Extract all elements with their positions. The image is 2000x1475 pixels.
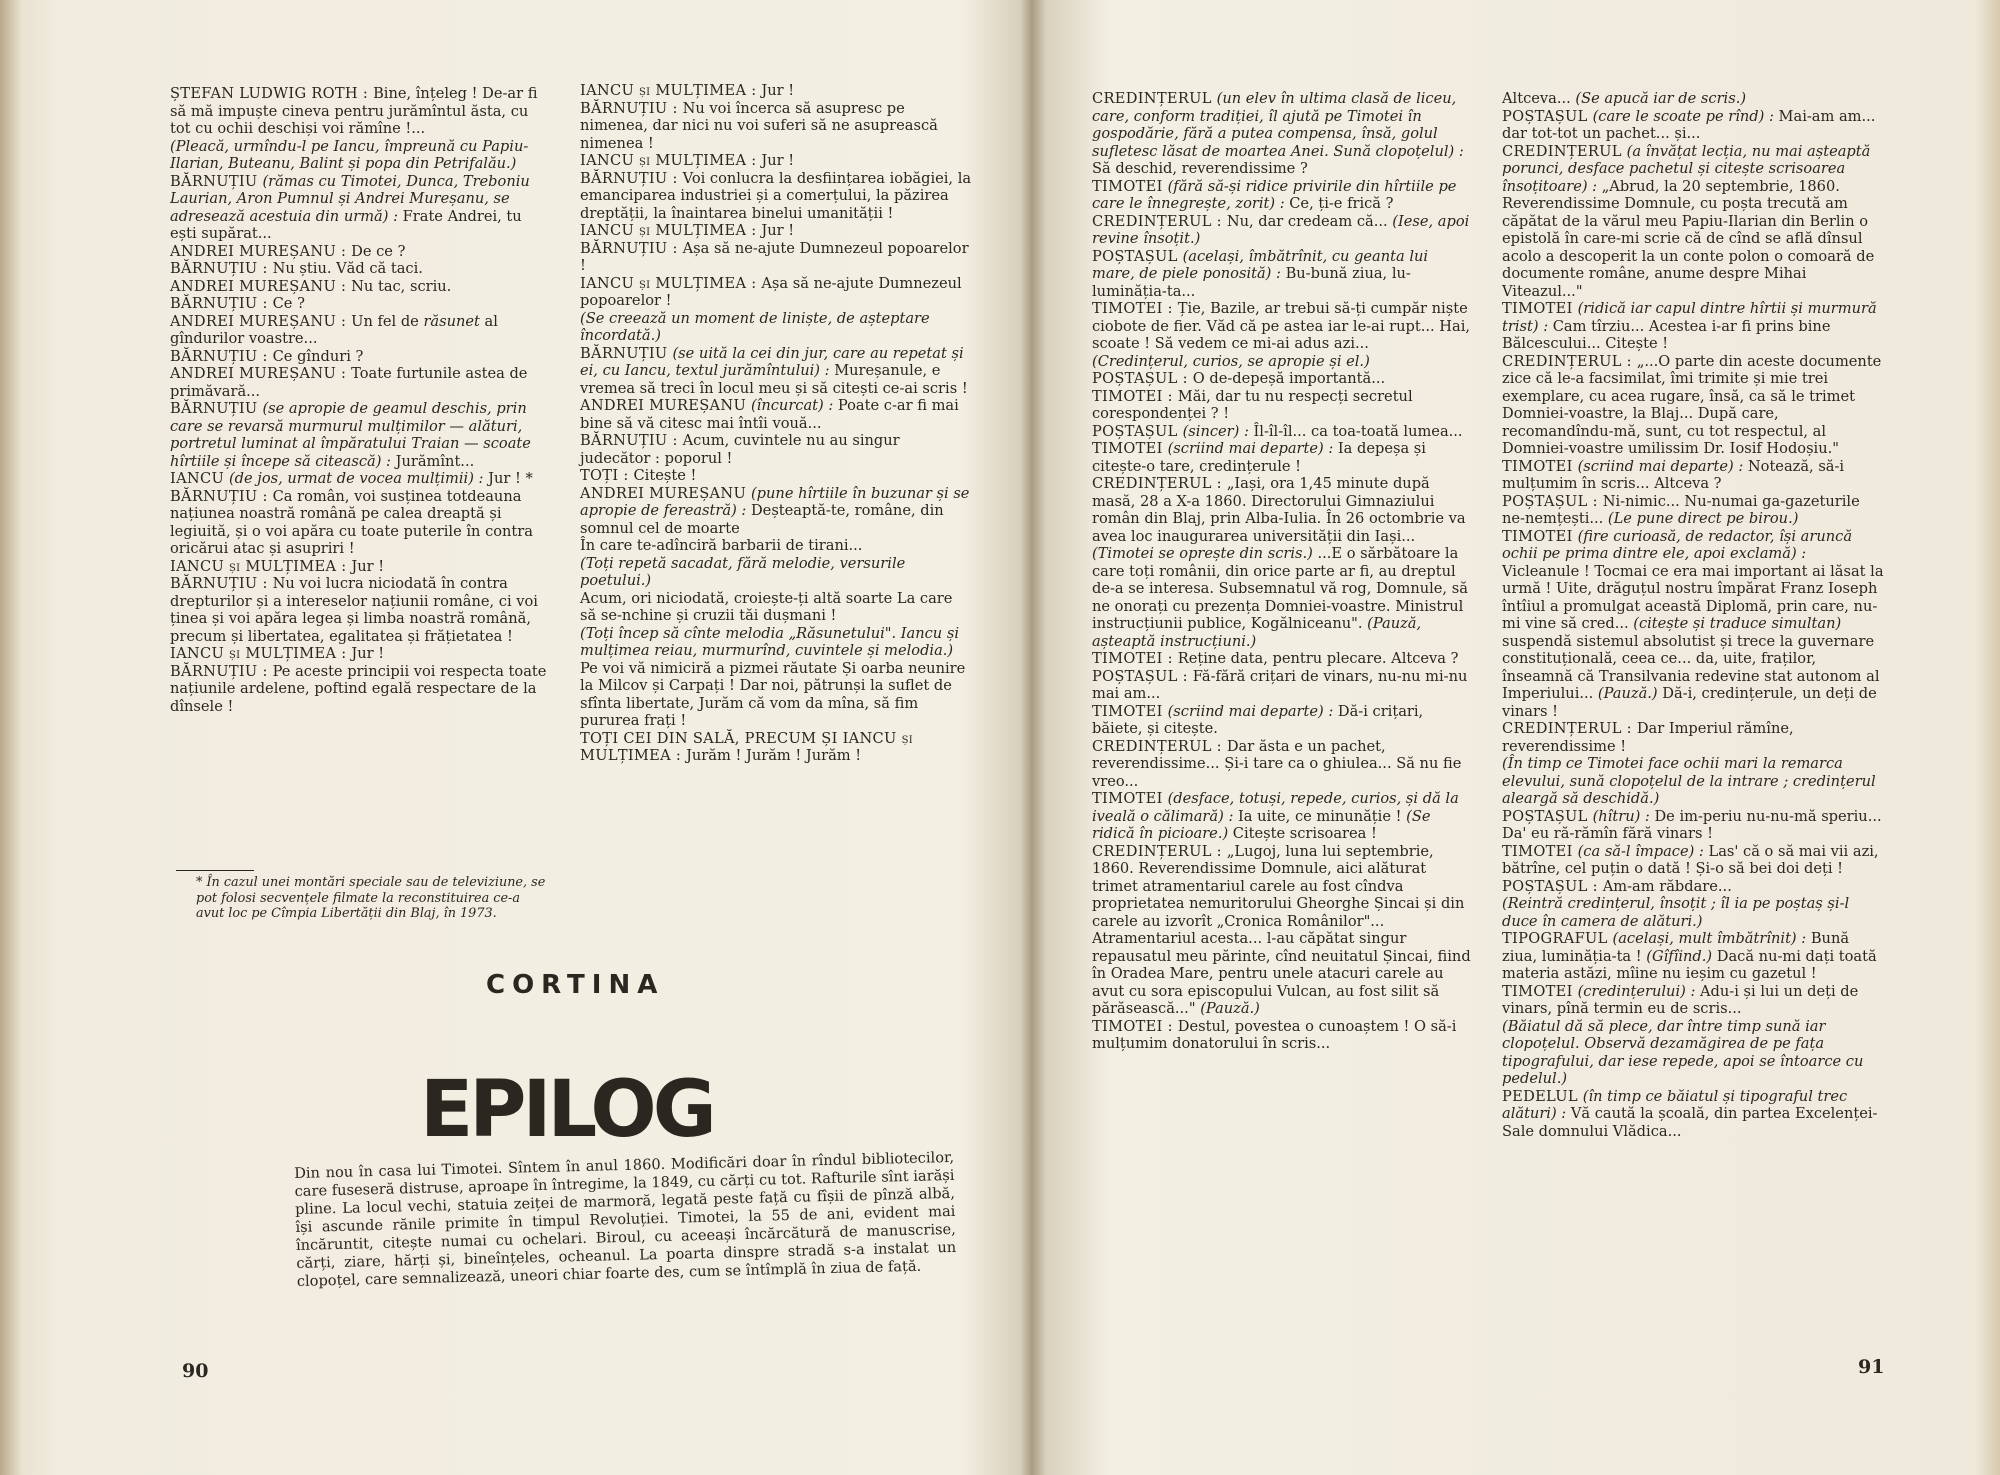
speech-text: Las' că o să mai vii azi, bătrîne, cel puțin o dată ! Și-o să bei doi deți ! <box>1502 842 1879 877</box>
stage-direction: (credințerului) : <box>1577 982 1700 1000</box>
speech-paragraph <box>580 397 972 432</box>
stage-direction: (Se ridică în picioare.) <box>1092 807 1431 842</box>
speaker-name: BĂRNUȚIU <box>170 172 263 190</box>
stage-direction: răsunet <box>423 312 480 330</box>
speech-text: Jur ! <box>761 152 795 169</box>
speech-paragraph <box>580 537 972 555</box>
speaker-name: BĂRNUȚIU <box>580 344 673 362</box>
footnote-block <box>172 862 552 922</box>
speaker-name: TIMOTEI : <box>1092 1017 1178 1035</box>
stage-direction: (Pauză.) <box>1200 1000 1260 1017</box>
speech-paragraph <box>170 400 552 470</box>
speech-text: Ce, ți-e frică ? <box>1289 195 1394 212</box>
speech-paragraph <box>1092 353 1474 371</box>
speaker-name: TOȚI : <box>580 467 634 484</box>
speech-paragraph <box>1502 108 1886 143</box>
speech-paragraph <box>1502 493 1886 528</box>
speech-paragraph <box>1092 90 1474 178</box>
speech-text: Ce gînduri ? <box>272 347 364 365</box>
speaker-name: TIPOGRAFUL <box>1502 930 1613 947</box>
speech-paragraph <box>580 222 972 240</box>
speech-text: Ia uite, ce minunăție ! <box>1238 807 1407 825</box>
speech-paragraph <box>170 365 552 400</box>
speech-paragraph <box>170 663 552 716</box>
stage-direction: (Pleacă, urmîndu-l pe Iancu, împreună cu Papiu-Ilarian, Buteanu, Balint și popa din Petrifalău.) <box>170 137 529 172</box>
speaker-name: IANCU și MULȚIMEA : <box>580 152 762 169</box>
speech-text: Poate c-ar fi mai bine să vă citesc mai întîi vouă... <box>580 397 959 432</box>
speech-text: Citește scrisoarea ! <box>1228 825 1377 842</box>
speech-text: Așa să ne-ajute Dumnezeul popoarelor ! <box>580 274 962 309</box>
speech-text: ...E o sărbătoare la care toți românii, din orice parte ar fi, au dreptul de-a se interesa. Subsemnatul vă rog, Domnule, să ne onorați cu prezența Domniei-voastre. Ministrul instrucțiunii publice, Kogălniceanu". <box>1092 545 1468 632</box>
speech-text: Ni-nimic... Nu-numai ga-gazeturile ne-nemțești... <box>1502 492 1860 527</box>
speech-paragraph <box>170 85 552 138</box>
speech-text: Jurămînt... <box>395 452 475 470</box>
speech-paragraph <box>580 485 972 538</box>
speaker-name: TOȚI CEI DIN SALĂ, PRECUM ȘI IANCU și MULȚIMEA : <box>580 729 913 764</box>
speech-text: Jur ! <box>761 82 795 99</box>
speech-paragraph <box>1092 178 1474 213</box>
speech-paragraph <box>1502 1018 1886 1088</box>
speech-paragraph <box>580 660 972 730</box>
speech-paragraph <box>1092 370 1474 388</box>
page-number-right: 91 <box>1858 1356 1885 1378</box>
speech-paragraph <box>580 152 972 170</box>
stage-direction: (fără să-și ridice privirile din hîrtiile pe care le înnegrește, zorit) : <box>1092 177 1457 212</box>
speech-paragraph <box>1092 668 1474 703</box>
speech-paragraph <box>1502 720 1886 755</box>
speaker-name: TIMOTEI <box>1502 300 1578 317</box>
speaker-name: CREDINȚERUL <box>1092 90 1217 107</box>
speech-text: Jur ! <box>351 645 385 662</box>
stage-direction: (sincer) : <box>1182 422 1254 440</box>
speech-text: Îl-îl-îl... ca toa-toată lumea... <box>1253 422 1463 440</box>
speech-paragraph <box>1502 983 1886 1018</box>
speech-text: Măi, dar tu nu respecți secretul corespondenței ? ! <box>1092 387 1413 422</box>
speech-text: Toate furtunile astea de primăvară... <box>170 365 528 400</box>
speech-text: Vicleanule ! Tocmai ce era mai important ai lăsat la urmă ! Uite, drăguțul nostru împărat Franz Ioseph întîiul a promulgat această Diplomă, prin care, nu-mi vine să cred... <box>1502 562 1884 632</box>
speech-text: Reține data, pentru plecare. Altceva ? <box>1177 650 1459 667</box>
stage-direction: (care le scoate pe rînd) : <box>1592 107 1779 125</box>
speech-paragraph <box>580 345 972 398</box>
stage-direction: (desface, totuși, repede, curios, și dă la iveală o călimară) : <box>1092 790 1459 825</box>
speech-paragraph <box>170 575 552 645</box>
speech-text: Ca român, voi susținea totdeauna națiunea noastră română pe calea dreaptă și legiuită, și o voi apăra cu toate puterile în contra oricărui atac și asupriri ! <box>170 487 533 557</box>
speech-text: Notează, să-i mulțumim în scris... Altceva ? <box>1502 457 1845 492</box>
speaker-name: TIMOTEI : <box>1092 387 1178 405</box>
speaker-name: BĂRNUȚIU : <box>170 575 273 592</box>
stage-direction: (Toți încep să cînte melodia „Răsunetului". Iancu și mulțimea reiau, murmurînd, cuvintele și melodia.) <box>580 624 959 659</box>
speech-paragraph <box>170 173 552 243</box>
speaker-name: POȘTAȘUL <box>1092 422 1183 440</box>
speech-paragraph <box>1092 300 1474 353</box>
epilog-intro: Din nou în casa lui Timotei. Sîntem în anul 1860. Modificări doar în rîndul bibliotecilor, care fuseseră distruse, aproape în întregime, la 1849, cu cărți cu tot. Rafturile sînt iarăși pline. La locul vechi, statuia zeiței de marmoră, legată peste față cu fîșii de pînză albă, își ascunde rănile primite în timpul Revoluției. Timotei, la 55 de ani, evident mai încăruntit, citește numai cu ochelari. Biroul, cu aceeași încărcătură de manuscrise, cărți, ziare, hărți și, bineînțeles, ocheanul. La poarta dinspre stradă s-a instalat un clopoțel, care semnalizează, uneori chiar foarte des, cum se întîmplă în ziua de față. <box>294 1148 957 1290</box>
speech-paragraph <box>1502 843 1886 878</box>
speaker-name: BĂRNUȚIU : <box>580 239 683 257</box>
speech-paragraph <box>1502 808 1886 843</box>
speech-text: Ție, Bazile, ar trebui să-ți cumpăr niște ciobote de fier. Văd că pe astea iar le-ai rupt... Hai, scoate ! Să vedem ce mi-ai adus azi... <box>1092 300 1471 352</box>
speech-paragraph <box>1502 143 1886 301</box>
speech-text: Dă-i crițari, băiete, și citește. <box>1092 702 1424 737</box>
speech-paragraph <box>1502 353 1886 458</box>
speaker-name: TIMOTEI <box>1502 457 1578 475</box>
speech-text: Ia depeșa și citește-o tare, credințerule ! <box>1092 440 1426 475</box>
stage-direction: (Pauză.) <box>1597 685 1658 702</box>
speech-text: Pe aceste principii voi respecta toate națiunile ardelene, poftind egală respectare de la dînsele ! <box>170 662 547 715</box>
speech-text: Bine, înțeleg ! De-ar fi să mă impuște cineva pentru jurămîntul ăsta, cu tot cu ochii deschiși voi rămîne !... <box>170 85 538 137</box>
speech-paragraph <box>170 558 552 576</box>
speaker-name: BĂRNUȚIU : <box>170 295 273 312</box>
left-page-column-1 <box>170 85 552 715</box>
stage-direction: (pune hîrtiile în buzunar și se apropie de fereastră) : <box>580 484 970 519</box>
right-page-column-1 <box>1092 90 1474 1053</box>
speaker-name: IANCU și MULȚIMEA : <box>170 645 352 662</box>
speaker-name: ANDREI MUREȘANU : <box>170 312 352 330</box>
speaker-name: TIMOTEI : <box>1092 300 1178 317</box>
speech-text: al gîndurilor voastre... <box>170 312 498 347</box>
speech-text: Bu-bună ziua, lu-luminăția-ta... <box>1092 265 1411 300</box>
speaker-name: POȘTAȘUL : <box>1092 370 1193 387</box>
speaker-name: TIMOTEI <box>1502 527 1578 545</box>
speech-paragraph <box>1092 650 1474 668</box>
speaker-name: CREDINȚERUL : <box>1092 475 1227 492</box>
speaker-name: ANDREI MUREȘANU : <box>170 242 352 260</box>
stage-direction: (scriind mai departe) : <box>1577 457 1748 475</box>
speaker-name: PEDELUL <box>1502 1087 1583 1105</box>
cortina-heading: CORTINA <box>486 970 665 1000</box>
speech-text: suspendă sistemul absolutist și trece la guvernare constituțională, ceea ce... da, uite, fraților, înseamnă că Transilvania redevine stat autonom al Imperiului... <box>1502 632 1880 702</box>
speech-text: Deșteaptă-te, române, din somnul cel de moarte <box>580 502 944 537</box>
speaker-name: CREDINȚERUL : <box>1502 720 1637 737</box>
speaker-name: TIMOTEI <box>1092 440 1168 457</box>
speaker-name: TIMOTEI <box>1092 177 1168 195</box>
speaker-name: ȘTEFAN LUDWIG ROTH : <box>170 85 374 102</box>
speech-text: Acum, ori niciodată, croiește-ți altă soarte La care să se-nchine și cruzii tăi dușmani ! <box>580 589 953 624</box>
speaker-name: BĂRNUȚIU : <box>580 432 683 449</box>
speech-paragraph <box>580 100 972 153</box>
speech-text: Cam tîrziu... Acestea i-ar fi prins bine Bălcescului... Citește ! <box>1502 317 1831 352</box>
speech-text: Voi conlucra la desființarea iobăgiei, la emanciparea industriei și a comerțului, la păzirea dreptății, la înaintarea binelui umanității ! <box>580 169 972 222</box>
stage-direction: (ca să-l împace) : <box>1577 842 1709 860</box>
speaker-name: CREDINȚERUL : <box>1502 352 1637 370</box>
speech-text: Acum, cuvintele nu au singur judecător : poporul ! <box>580 432 900 467</box>
speaker-name: BĂRNUȚIU <box>170 400 263 417</box>
speech-text: Nu voi încerca să asupresc pe nimenea, dar nici nu voi suferi să ne asuprească nimenea ! <box>580 99 938 152</box>
speaker-name: TIMOTEI <box>1092 702 1168 720</box>
speech-paragraph <box>580 730 972 765</box>
stage-direction: (Gîfîind.) <box>1646 947 1713 965</box>
stage-direction: (același, mult îmbătrînit) : <box>1612 930 1811 947</box>
speech-paragraph <box>170 488 552 558</box>
stage-direction: (Le pune direct pe birou.) <box>1607 510 1799 527</box>
speech-paragraph <box>170 260 552 278</box>
speaker-name: IANCU <box>170 470 229 487</box>
speech-paragraph <box>1502 878 1886 896</box>
right-page-column-2 <box>1502 90 1886 1140</box>
stage-direction: (încurcat) : <box>750 397 838 414</box>
speaker-name: CREDINȚERUL <box>1502 142 1627 160</box>
speech-text: Destul, povestea o cunoaștem ! O să-i mulțumim donatorului în scris... <box>1092 1017 1457 1052</box>
stage-direction: (Pauză, așteaptă instrucțiuni.) <box>1092 615 1422 650</box>
speech-paragraph <box>1092 423 1474 441</box>
stage-direction: (a învățat lecția, nu mai așteaptă porunci, desface pachetul și citește scrisoarea însoțitoare) : <box>1502 142 1871 195</box>
speech-text: În care te-adînciră barbarii de tirani... <box>580 537 863 554</box>
speech-paragraph <box>580 590 972 625</box>
speaker-name: TIMOTEI <box>1092 790 1168 807</box>
page-number-left: 90 <box>182 1360 209 1382</box>
speech-paragraph <box>170 138 552 173</box>
speech-paragraph <box>1092 248 1474 301</box>
speech-text: O de-depeșă importantă... <box>1192 370 1386 387</box>
stage-direction: (fire curioasă, de redactor, își aruncă ochii pe prima dintre ele, apoi exclamă) : <box>1502 527 1853 562</box>
speech-text: Jur ! <box>351 557 385 575</box>
speaker-name: POȘTAȘUL <box>1502 107 1593 125</box>
stage-direction: (de jos, urmat de vocea mulțimii) : <box>228 470 489 487</box>
stage-direction: (Iese, apoi revine însoțit.) <box>1092 212 1470 247</box>
stage-direction: (scriind mai departe) : <box>1167 702 1338 720</box>
stage-direction: (se uită la cei din jur, care au repetat și ei, cu Iancu, textul jurămîntului) : <box>580 344 964 379</box>
speech-paragraph <box>170 243 552 261</box>
speaker-name: BĂRNUȚIU : <box>170 662 273 680</box>
speech-text: Frate Andrei, tu ești supărat... <box>170 207 522 242</box>
speaker-name: IANCU și MULȚIMEA : <box>580 82 762 99</box>
speaker-name: BĂRNUȚIU : <box>580 169 683 187</box>
speech-text: Un fel de <box>351 312 424 330</box>
speech-text: Bună ziua, luminăția-ta ! <box>1502 930 1850 965</box>
speech-text: Citește ! <box>633 467 697 484</box>
speech-text: Mureșanule, e vremea să treci în locul meu și să citești ce-ai scris ! <box>580 362 968 397</box>
speech-paragraph <box>580 432 972 467</box>
speech-paragraph <box>170 278 552 296</box>
speaker-name: TIMOTEI <box>1502 842 1578 860</box>
speech-text: Nu știu. Văd că taci. <box>272 260 423 277</box>
speaker-name: BĂRNUȚIU : <box>170 487 273 505</box>
stage-direction: (Toți repetă sacadat, fără melodie, versurile poetului.) <box>580 554 906 589</box>
stage-direction: (citește și traduce simultan) <box>1633 615 1842 632</box>
speech-paragraph <box>1502 755 1886 808</box>
stage-direction: (Timotei se oprește din scris.) <box>1092 545 1313 562</box>
footnote-rule <box>176 870 254 871</box>
speech-text: Jur ! * <box>488 470 533 487</box>
speech-paragraph <box>1092 703 1474 738</box>
speaker-name: POȘTAȘUL : <box>1502 877 1603 895</box>
speech-paragraph <box>1092 1018 1474 1053</box>
speech-text: „Abrud, la 20 septembrie, 1860. Reverendissime Domnule, cu poșta trecută am căpătat de la vărul meu Papiu-Ilarian din Berlin o epistolă în care-mi scrie că de cînd se află dînsul acolo a descoperit la un conte polon o comoară de documente române, anume despre Mihai Viteazul..." <box>1502 177 1875 300</box>
speech-text: Fă-fără crițari de vinars, nu-nu mi-nu mai am... <box>1092 667 1468 702</box>
footnote-text: * În cazul unei montări speciale sau de televiziune, se pot folosi secvențele filmate la reconstituirea ce-a avut loc pe Cîmpia Libertății din Blaj, în 1973. <box>196 875 546 921</box>
stage-direction: (În timp ce Timotei face ochii mari la remarca elevului, sună clopoțelul de la intrare ; credințerul aleargă să deschidă.) <box>1502 755 1876 807</box>
speaker-name: CREDINȚERUL : <box>1092 212 1227 230</box>
speech-paragraph <box>1502 300 1886 353</box>
speaker-name: POȘTAȘUL <box>1092 247 1183 265</box>
speech-paragraph <box>580 625 972 660</box>
speech-paragraph <box>1502 90 1886 108</box>
speech-paragraph <box>1502 458 1886 493</box>
speech-paragraph <box>1502 930 1886 983</box>
speech-text: Dar Imperiul rămîne, reverendissime ! <box>1502 720 1794 755</box>
speech-text: Am-am răbdare... <box>1602 877 1732 895</box>
stage-direction: (Se apucă iar de scris.) <box>1575 90 1747 107</box>
speaker-name: ANDREI MUREȘANU <box>580 397 751 414</box>
speech-text: Pe voi vă nimiciră a pizmei răutate Și oarba neunire la Milcov și Carpați ! Dar noi, pătrunși la suflet de sfînta libertate, Jurăm că vom da mîna, să fim pururea frați ! <box>580 659 966 729</box>
speaker-name: POȘTAȘUL <box>1502 807 1593 825</box>
stage-direction: (ridică iar capul dintre hîrtii și murmură trist) : <box>1502 300 1877 335</box>
speech-paragraph <box>170 348 552 366</box>
speaker-name: IANCU și MULȚIMEA : <box>170 557 352 575</box>
speaker-name: CREDINȚERUL : <box>1092 842 1227 860</box>
speech-text: Altceva... <box>1502 90 1576 107</box>
speech-text: Nu tac, scriu. <box>351 277 452 295</box>
speech-text: Vă caută la școală, din partea Excelenței-Sale domnului Vlădica... <box>1502 1105 1878 1140</box>
speech-paragraph <box>580 170 972 223</box>
speech-text: „...O parte din aceste documente zice că le-a facsimilat, îmi trimite și mie trei exemplare, cu acea rugare, însă, ca să le trimet Domniei-voastre, la Blaj... După care, recomandîndu-mă, sunt, cu tot respectul, al Domniei-voastre umilissim Dr. Iosif Hodoșiu." <box>1502 352 1882 457</box>
speech-paragraph <box>1092 213 1474 248</box>
stage-direction: (rămas cu Timotei, Dunca, Treboniu Laurian, Aron Pumnul și Andrei Mureșanu, se adresează acestuia din urmă) : <box>170 172 530 225</box>
speaker-name: BĂRNUȚIU : <box>170 260 273 277</box>
stage-direction: (scriind mai departe) : <box>1167 440 1338 457</box>
speech-paragraph <box>580 555 972 590</box>
speech-text: Jurăm ! Jurăm ! Jurăm ! <box>686 747 862 764</box>
speech-paragraph <box>170 470 552 488</box>
speech-text: De ce ? <box>351 242 406 260</box>
stage-direction: (se apropie de geamul deschis, prin care se revarsă murmurul mulțimilor — alături, portretul luminat al împăratului Traian — scoate hîrtiile și începe să citească) : <box>170 400 531 470</box>
speech-text: Ce ? <box>272 295 305 312</box>
speech-paragraph <box>1092 475 1474 650</box>
stage-direction: (același, îmbătrînit, cu geanta lui mare, de piele ponosită) : <box>1092 247 1429 282</box>
stage-direction: (Credințerul, curios, se apropie și el.) <box>1092 352 1370 370</box>
speaker-name: IANCU și MULȚIMEA : <box>580 274 762 292</box>
speech-paragraph <box>1092 388 1474 423</box>
left-page-column-2 <box>580 82 972 765</box>
speech-paragraph <box>580 82 972 100</box>
speech-text: Mai-am am... dar tot-tot un pachet... și... <box>1502 107 1876 142</box>
speech-text: Dar ăsta e un pachet, reverendissime... Și-i tare ca o ghiulea... Să nu fie vreo... <box>1092 737 1462 790</box>
stage-direction: (Reintră credințerul, însoțit ; îl ia pe poștaș și-l duce în camera de alături.) <box>1502 895 1850 930</box>
speaker-name: CREDINȚERUL : <box>1092 737 1227 755</box>
speech-paragraph <box>170 313 552 348</box>
speech-text: Să deschid, reverendissime ? <box>1092 160 1308 177</box>
speech-text: Nu voi lucra niciodată în contra drepturilor și a intereselor națiunii române, ci voi ținea și voi apăra legea și limba noastră română, precum și libertatea, egalitatea și frățietatea ! <box>170 575 538 645</box>
speech-paragraph <box>580 310 972 345</box>
speaker-name: BĂRNUȚIU : <box>170 347 273 365</box>
speaker-name: ANDREI MUREȘANU : <box>170 277 352 295</box>
speech-paragraph <box>1092 440 1474 475</box>
speech-paragraph <box>1092 843 1474 1018</box>
stage-direction: (Băiatul dă să plece, dar între timp sună iar clopoțelul. Observă dezamăgirea de pe fața tipografului, dar iese repede, apoi se întoarce cu pedelul.) <box>1502 1017 1864 1087</box>
speech-paragraph <box>1502 528 1886 721</box>
speech-paragraph <box>1092 790 1474 843</box>
speech-text: Așa să ne-ajute Dumnezeul popoarelor ! <box>580 239 969 274</box>
speech-paragraph <box>1502 895 1886 930</box>
speech-paragraph <box>1092 738 1474 791</box>
speech-paragraph <box>170 295 552 313</box>
speech-paragraph <box>580 240 972 275</box>
speech-text: Dă-i, credințerule, un deți de vinars ! <box>1502 685 1877 720</box>
speech-text: „Lugoj, luna lui septembrie, 1860. Reverendissime Domnule, aici alăturat trimet atramentariul carele au fost cîndva proprietatea nemuritorului Gheorghe Șincai și din carele au izvorît „Cronica Românilor"... Atramentariul acesta... l-au căpătat singur repausatul meu părinte, cînd neuitatul Șincai, fiind în Oradea Mare, pentru unele atacuri carele au avut cu sora episcopului Vulcan, au fost silit să părăsească..." <box>1092 842 1471 1017</box>
speech-text: Dacă nu-mi dați toată materia astăzi, mîine nu ieșim cu gazetul ! <box>1502 947 1877 982</box>
speech-text: Jur ! <box>761 222 795 239</box>
speaker-name: TIMOTEI <box>1502 982 1578 1000</box>
speech-text: Nu, dar credeam că... <box>1226 212 1393 230</box>
speech-paragraph <box>1502 1088 1886 1141</box>
stage-direction: (hîtru) : <box>1592 807 1655 825</box>
speech-paragraph <box>170 645 552 663</box>
speech-paragraph <box>580 467 972 485</box>
speaker-name: TIMOTEI : <box>1092 650 1178 667</box>
epilog-title: EPILOG <box>420 1065 713 1155</box>
speaker-name: ANDREI MUREȘANU <box>580 484 751 502</box>
speech-text: „Iași, ora 1,45 minute după masă, 28 a X-a 1860. Directorului Gimnaziului român din Blaj, prin Alba-Iulia. În 26 octombrie va avea loc inaugurarea universității din Iași... <box>1092 475 1466 545</box>
speaker-name: POȘTAȘUL : <box>1502 492 1603 510</box>
speaker-name: POȘTAȘUL : <box>1092 667 1193 685</box>
speaker-name: IANCU și MULȚIMEA : <box>580 222 762 239</box>
speech-paragraph <box>580 275 972 310</box>
stage-direction: (în timp ce băiatul și tipograful trec alături) : <box>1502 1087 1848 1122</box>
speaker-name: ANDREI MUREȘANU : <box>170 365 352 382</box>
speech-text: Adu-i și lui un deți de vinars, pînă termin eu de scris... <box>1502 982 1859 1017</box>
stage-direction: (un elev în ultima clasă de liceu, care, conform tradiției, îl ajută pe Timotei în gospodărie, fără a putea compensa, însă, golul sufletesc lăsat de moartea Anei. Sună clopoțelul) : <box>1092 90 1464 160</box>
speech-text: De im-periu nu-nu-mă speriu... Da' eu ră-rămîn fără vinars ! <box>1502 807 1882 842</box>
speaker-name: BĂRNUȚIU : <box>580 99 683 117</box>
stage-direction: (Se creează un moment de liniște, de așteptare încordată.) <box>580 309 930 344</box>
